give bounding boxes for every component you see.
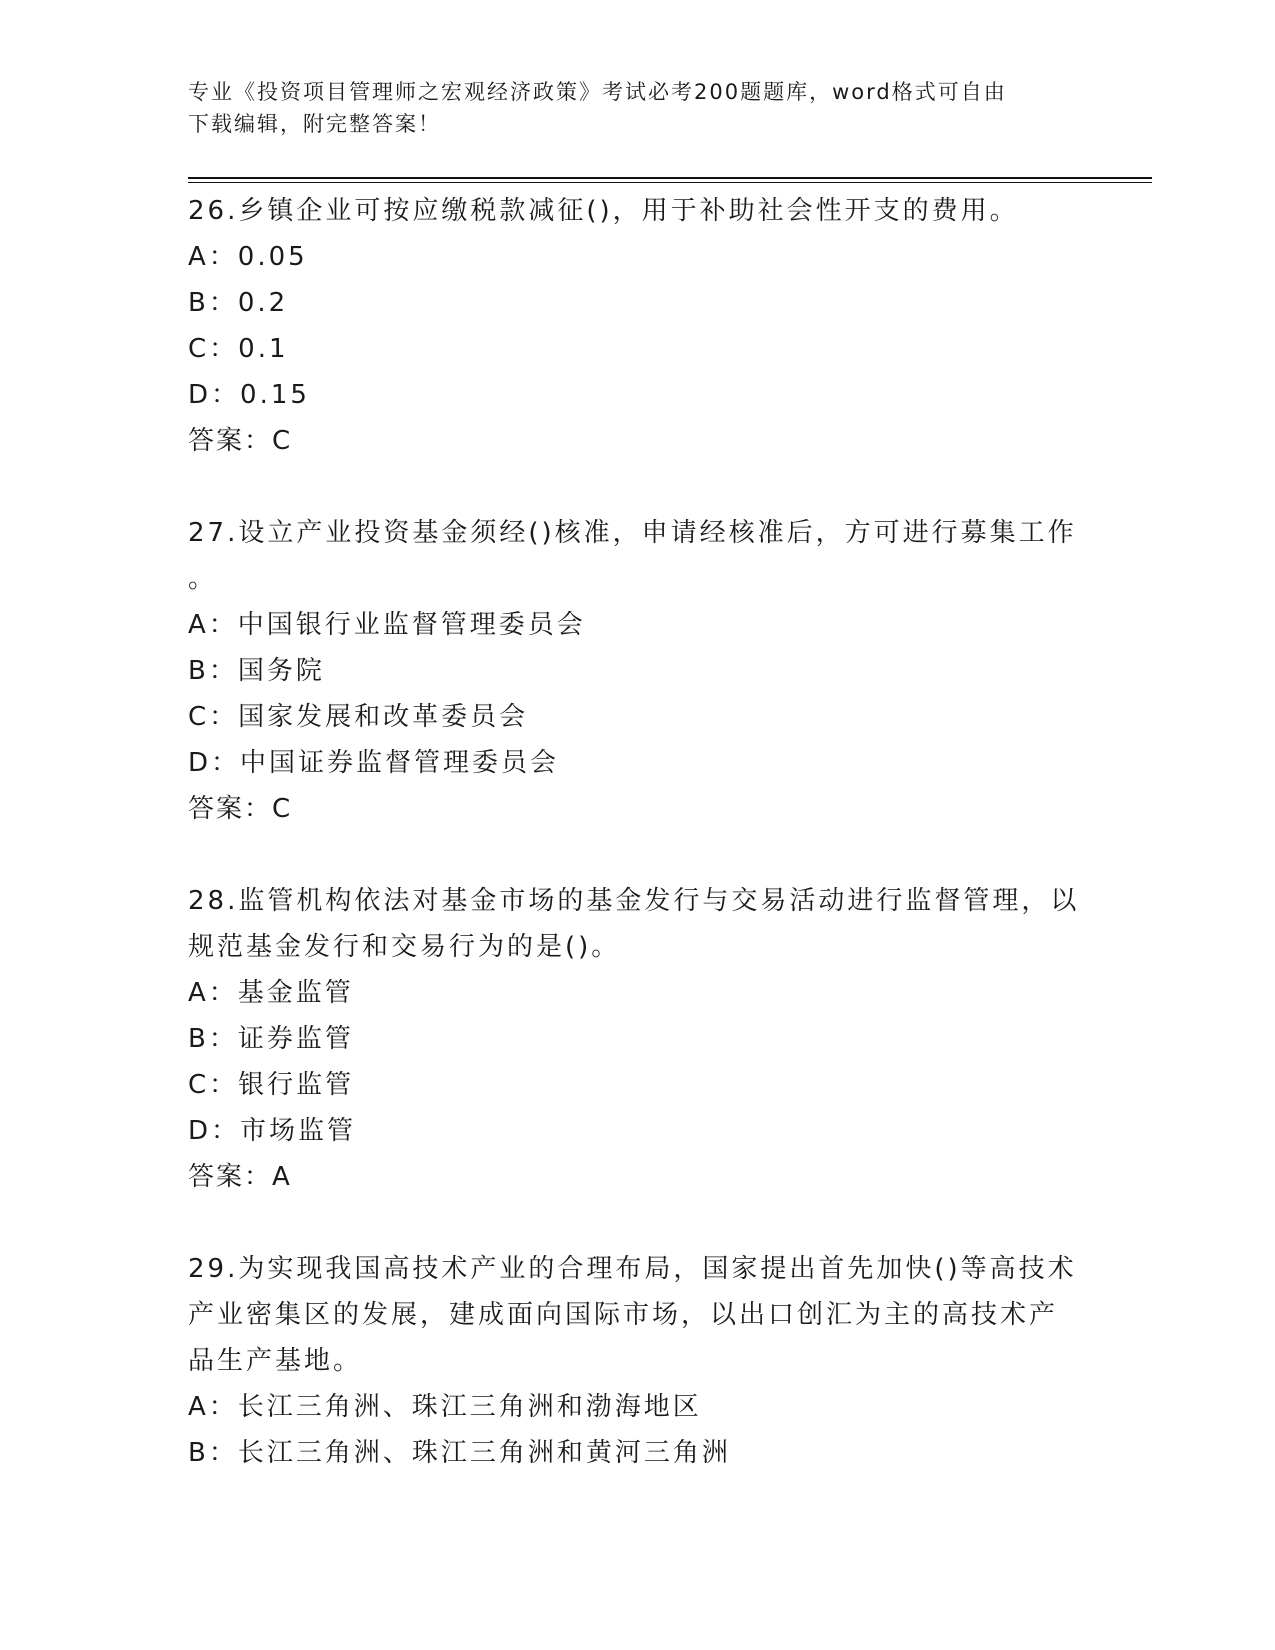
header-divider-thin: [188, 182, 1152, 183]
answer-option: D：0.15: [188, 380, 310, 410]
answer-option: A：基金监管: [188, 978, 354, 1008]
question-block: [188, 188, 1088, 464]
question-stem: 规范基金发行和交易行为的是()。: [188, 932, 621, 962]
answer-key: 答案：A: [188, 1162, 292, 1192]
question-stem: 。: [188, 564, 218, 594]
answer-option: B：0.2: [188, 288, 289, 318]
answer-key: 答案：C: [188, 794, 293, 824]
question-stem: 产业密集区的发展，建成面向国际市场，以出口创汇为主的高技术产: [188, 1300, 1059, 1330]
answer-option: B：证券监管: [188, 1024, 354, 1054]
question-stem: 28.监管机构依法对基金市场的基金发行与交易活动进行监督管理，以: [188, 886, 1080, 916]
question-block: [188, 510, 1088, 832]
question-stem: 26.乡镇企业可按应缴税款减征()，用于补助社会性开支的费用。: [188, 196, 1019, 226]
answer-key: 答案：C: [188, 426, 293, 456]
answer-option: D：中国证券监督管理委员会: [188, 748, 560, 778]
question-stem: 27.设立产业投资基金须经()核准，申请经核准后，方可进行募集工作: [188, 518, 1077, 548]
question-list: [188, 188, 1088, 1476]
header-line-2: 下载编辑，附完整答案！: [188, 112, 441, 136]
document-header: [188, 76, 1088, 140]
answer-option: A：0.05: [188, 242, 308, 272]
answer-option: C：银行监管: [188, 1070, 355, 1100]
question-block: [188, 878, 1088, 1200]
answer-option: B：长江三角洲、珠江三角洲和黄河三角洲: [188, 1438, 731, 1468]
answer-option: B：国务院: [188, 656, 325, 686]
answer-option: D：市场监管: [188, 1116, 357, 1146]
answer-option: C：0.1: [188, 334, 289, 364]
header-divider-thick: [188, 177, 1152, 179]
question-block: [188, 1246, 1088, 1476]
header-line-1: 专业《投资项目管理师之宏观经济政策》考试必考200题题库，word格式可自由: [188, 80, 1007, 104]
answer-option: A：长江三角洲、珠江三角洲和渤海地区: [188, 1392, 702, 1422]
question-stem: 29.为实现我国高技术产业的合理布局，国家提出首先加快()等高技术: [188, 1254, 1077, 1284]
answer-option: C：国家发展和改革委员会: [188, 702, 529, 732]
answer-option: A：中国银行业监督管理委员会: [188, 610, 586, 640]
question-stem: 品生产基地。: [188, 1346, 363, 1376]
